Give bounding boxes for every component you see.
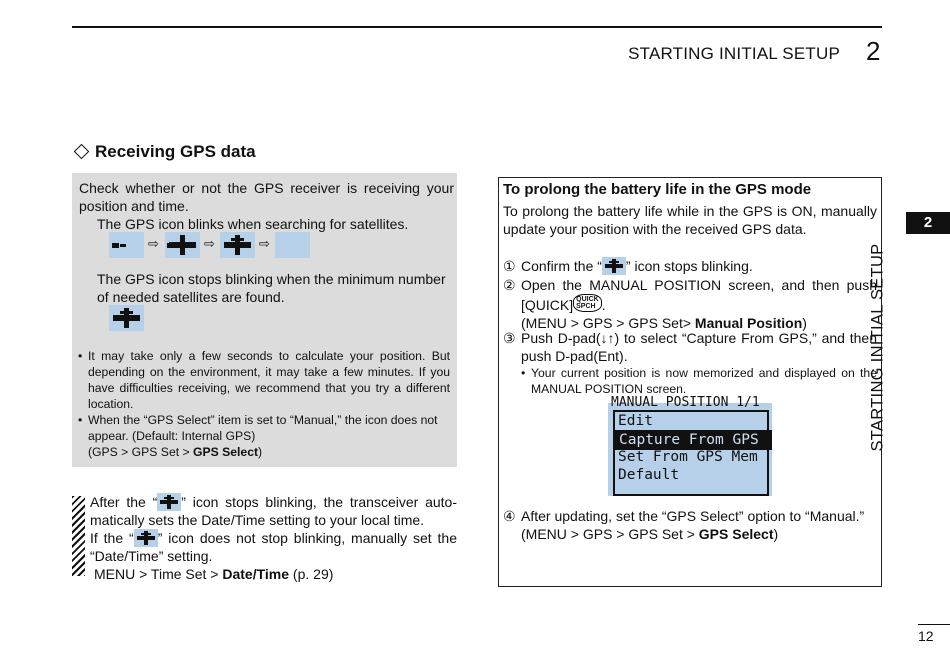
bullet-line: depending on the environment, it may take a few minutes. If you bbox=[88, 365, 450, 379]
note-line bbox=[90, 493, 457, 511]
note-line: • Your current position is now memorized and displayed on the bbox=[531, 366, 877, 380]
bullet-line: have difficulties receiving, we recommend that you try a different bbox=[88, 381, 450, 395]
step-bold: GPS Select bbox=[698, 526, 774, 542]
gps-satellite-icon bbox=[602, 257, 626, 275]
step-line: Push D-pad(↓↑) to select “Capture From GPS,” and then bbox=[521, 330, 877, 346]
gps-satellite-icon bbox=[157, 493, 181, 511]
key-label: QUICK bbox=[576, 296, 599, 303]
gps-satellite-icon bbox=[109, 305, 144, 331]
blink-text: The GPS icon blinks when searching for satellites. bbox=[97, 216, 409, 232]
step-fragment: (MENU > GPS > GPS Set > bbox=[521, 526, 699, 542]
footer-rule bbox=[918, 624, 950, 625]
step-number: ① bbox=[503, 258, 516, 274]
list-item bbox=[78, 412, 450, 460]
stop-line: of needed satellites are found. bbox=[97, 289, 285, 305]
page-number: 12 bbox=[918, 628, 934, 644]
note-line: “Date/Time” setting. bbox=[90, 548, 213, 564]
box-title: To prolong the battery life in the GPS mode bbox=[503, 181, 812, 198]
diamond-icon bbox=[74, 144, 90, 160]
gps-satellite-icon bbox=[134, 529, 158, 547]
step-fragment: [QUICK] bbox=[521, 297, 574, 313]
chapter-number: 2 bbox=[866, 36, 881, 66]
step-bold: Manual Position bbox=[694, 315, 803, 331]
note-bold: Date/Time bbox=[222, 566, 290, 582]
note-marker bbox=[72, 496, 85, 576]
bullet-line: • It may take only a few seconds to calculate your position. But bbox=[88, 349, 450, 363]
bullet-line: appear. (Default: Internal GPS) bbox=[88, 429, 256, 443]
intro-line: update your position with the received GPS data. bbox=[503, 221, 807, 237]
step-fragment: ) bbox=[773, 526, 779, 542]
menu-path: (GPS > GPS Set > bbox=[88, 445, 193, 459]
menu-path-end: ) bbox=[258, 445, 263, 459]
lcd-menu-item: Default bbox=[618, 467, 680, 483]
chapter-side-title: STARTING INITIAL SETUP bbox=[868, 243, 887, 452]
step-number: ② bbox=[503, 277, 516, 293]
arrow-right-icon: ⇨ bbox=[148, 236, 159, 251]
note-line bbox=[90, 529, 457, 547]
stop-text bbox=[97, 270, 452, 306]
step-line: push D-pad(Ent). bbox=[521, 348, 628, 364]
step-line: After updating, set the “GPS Select” option to “Manual.” bbox=[521, 508, 865, 524]
step-fragment: Confirm the “ bbox=[521, 258, 602, 274]
bullet-line: • When the “GPS Select” item is set to “Manual,” the icon does not bbox=[88, 413, 438, 427]
step-2 bbox=[521, 276, 877, 332]
step-number: ③ bbox=[503, 330, 516, 346]
list-item bbox=[78, 348, 450, 412]
lcd-screen bbox=[608, 395, 772, 496]
step-line bbox=[521, 525, 877, 543]
notes-list bbox=[78, 348, 450, 460]
section-heading-text: Receiving GPS data bbox=[95, 142, 256, 161]
step-3 bbox=[521, 329, 877, 365]
note-fragment: MENU > Time Set > bbox=[94, 566, 223, 582]
gps-icon-blank bbox=[275, 232, 310, 258]
stop-line: The GPS icon stops blinking when the minimum number bbox=[97, 271, 446, 287]
note-line bbox=[90, 565, 457, 583]
gps-satellite-icon bbox=[220, 232, 255, 258]
step-line: [QUICK] QUICK SPCH . bbox=[521, 296, 606, 313]
step-4 bbox=[521, 507, 877, 543]
quick-spch-key-icon bbox=[573, 294, 602, 312]
step-fragment: ” icon stops blinking. bbox=[625, 258, 753, 274]
note-fragment: ” icon does not stop blinking, manually set the bbox=[157, 530, 458, 546]
bullet-line bbox=[88, 444, 450, 460]
lcd-menu-item: Edit bbox=[618, 413, 653, 429]
step-3-note bbox=[521, 365, 877, 397]
note-text bbox=[90, 493, 457, 583]
step-number: ④ bbox=[503, 508, 516, 524]
chapter-tab: 2 bbox=[906, 212, 950, 234]
note-line: MANUAL POSITION screen. bbox=[531, 382, 687, 396]
bullet-line: location. bbox=[88, 397, 134, 411]
lcd-title: MANUAL POSITION 1/1 bbox=[611, 395, 760, 410]
list-item bbox=[521, 365, 877, 397]
gps-satellite-icon bbox=[109, 232, 144, 258]
battery-tip-box bbox=[498, 177, 882, 587]
menu-item-bold: GPS Select bbox=[193, 445, 259, 459]
gps-satellite-icon bbox=[165, 232, 200, 258]
chapter-title: STARTING INITIAL SETUP bbox=[628, 44, 840, 63]
intro-line: To prolong the battery life while in the GPS is ON, manually bbox=[503, 203, 877, 219]
intro-line: position and time. bbox=[79, 198, 189, 214]
note-line: matically sets the Date/Time setting to your local time. bbox=[90, 512, 425, 528]
section-heading bbox=[72, 142, 256, 162]
note-fragment: (p. 29) bbox=[289, 566, 334, 582]
lcd-menu-item: Set From GPS Mem bbox=[618, 449, 758, 465]
step-fragment: (MENU > GPS > GPS Set> bbox=[521, 315, 695, 331]
key-label: SPCH bbox=[576, 303, 596, 310]
arrow-right-icon: ⇨ bbox=[204, 236, 215, 251]
arrow-right-icon: ⇨ bbox=[259, 236, 270, 251]
note-fragment: ” icon stops blinking, the transceiver auto- bbox=[181, 494, 457, 510]
box-intro bbox=[503, 202, 877, 238]
info-box bbox=[72, 173, 457, 467]
step-line: Open the MANUAL POSITION screen, and then push bbox=[521, 277, 877, 293]
note-fragment: If the “ bbox=[90, 530, 134, 546]
header-rule bbox=[72, 26, 882, 28]
note-fragment: After the “ bbox=[90, 494, 158, 510]
step-fragment: ) bbox=[802, 315, 807, 331]
step-1 bbox=[521, 257, 753, 275]
intro-text bbox=[79, 179, 454, 215]
lcd-menu-item-selected: Capture From GPS bbox=[615, 430, 772, 450]
intro-line: Check whether or not the GPS receiver is receiving your bbox=[79, 180, 454, 196]
